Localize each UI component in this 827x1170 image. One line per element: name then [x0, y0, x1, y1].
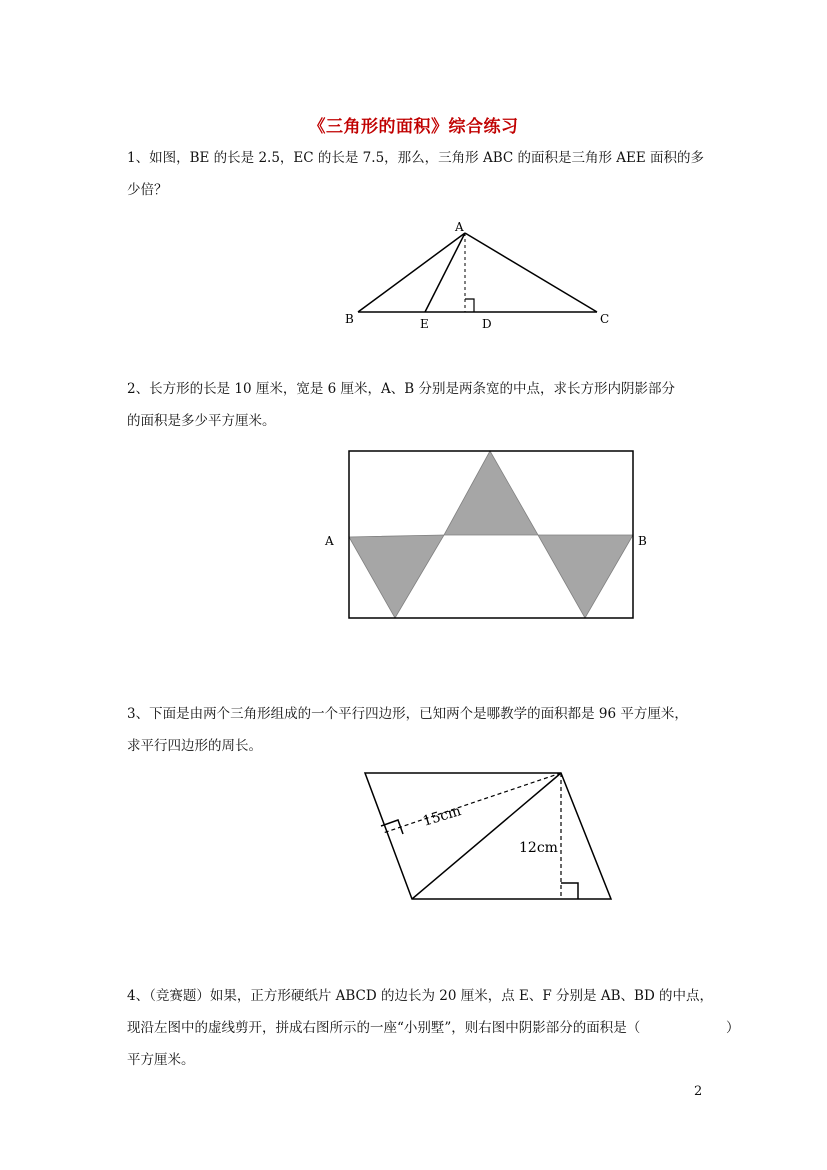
q1-label-a: A — [455, 220, 464, 234]
q2-label-a: A — [325, 534, 334, 548]
q2-label-b: B — [638, 534, 647, 548]
q2-shade-right — [538, 535, 633, 618]
page-title: 《三角形的面积》综合练习 — [308, 117, 519, 137]
q3-diagram — [365, 773, 611, 899]
page-number: 2 — [694, 1084, 703, 1099]
q1-text-line2: 少倍？ — [127, 182, 168, 198]
q2-shade-left — [349, 535, 444, 618]
q3-dashed-15cm — [383, 773, 561, 833]
q1-segment-ab — [358, 233, 465, 312]
q4-text-line1: 4、（竞赛题）如果，正方形硬纸片 ABCD 的边长为 20 厘米，点 E、F 分别是 AB、BD 的中点， — [127, 988, 714, 1004]
q3-text-line1: 3、下面是由两个三角形组成的一个平行四边形，已知两个是哪教学的面积都是 96 平方厘米， — [127, 706, 688, 722]
q4-text-line2: 现沿左图中的虚线剪开，拼成右图所示的一座“小别墅”，则右图中阴影部分的面积是（ — [127, 1020, 641, 1036]
q3-right-angle-mark-2 — [561, 883, 578, 899]
q1-segment-ae — [425, 233, 465, 312]
q1-label-b: B — [345, 312, 354, 326]
q2-text-line1: 2、长方形的长是 10 厘米，宽是 6 厘米，A、B 分别是两条宽的中点，求长方形内阴影部分 — [127, 381, 675, 397]
q3-label-12cm: 12cm — [519, 840, 558, 856]
q2-diagram — [324, 451, 647, 618]
q1-label-e: E — [420, 317, 429, 331]
q1-label-d: D — [482, 317, 492, 331]
q3-label-15cm: 15cm — [421, 803, 463, 830]
q1-right-angle-mark — [465, 299, 474, 312]
q1-text-line1: 1、如图，BE 的长是 2.5，EC 的长是 7.5，那么，三角形 ABC 的面积是三角形 AEE 面积的多 — [127, 150, 705, 166]
q1-label-c: C — [600, 312, 610, 326]
q2-shade-top — [444, 451, 538, 535]
q4-text-line3: 平方厘米。 — [127, 1052, 195, 1068]
q4-blank-close: ） — [726, 1020, 740, 1036]
q3-parallelogram — [365, 773, 611, 899]
q3-text-line2: 求平行四边形的周长。 — [127, 738, 262, 754]
q1-segment-ac — [465, 233, 597, 312]
q2-text-line2: 的面积是多少平方厘米。 — [127, 413, 276, 429]
q3-diagonal — [412, 773, 561, 899]
